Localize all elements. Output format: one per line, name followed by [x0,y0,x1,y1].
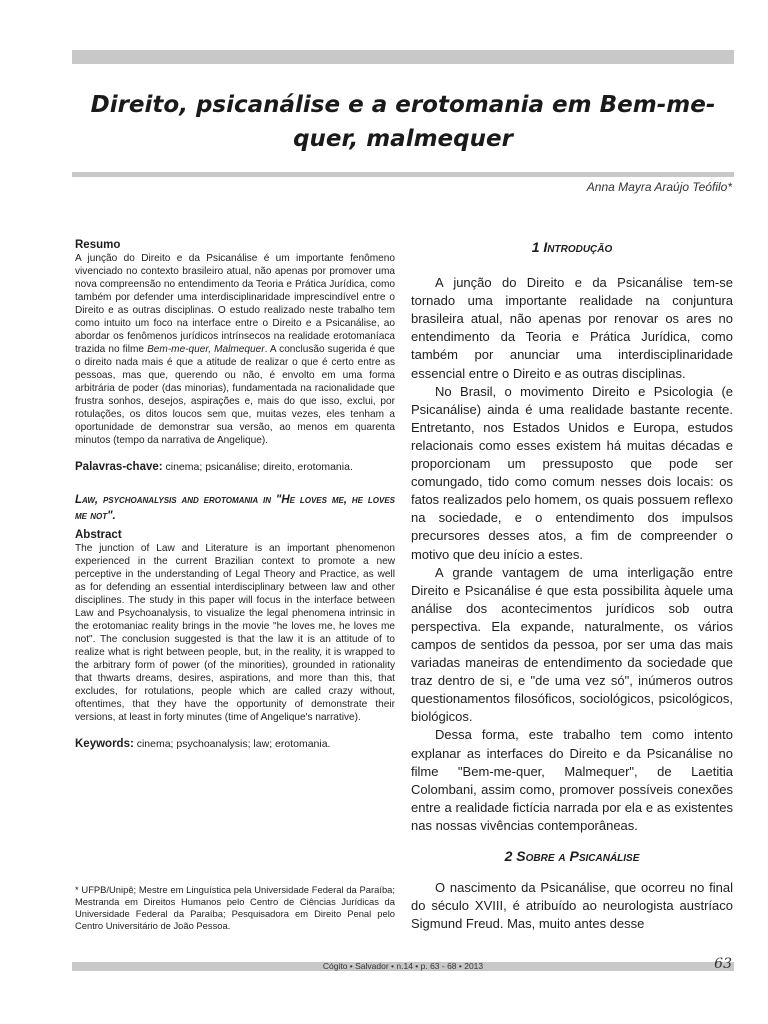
section-1-paragraph: A grande vantagem de uma interligação entre Direito e Psicanálise é que esta possibilita àquele uma análise dos acontecimentos jurídicos sob outra perspectiva. Ela expande, naturalmente, os vários campos de sentidos da pessoa, por ser uma das mais variadas maneiras de entendimento da sociedade que traz dentro de si, e "de uma vez só", inúmeros outros questionamentos filosóficos, sociológicos, psicológicos, biológicos. [411,564,733,725]
resumo-keywords [75,461,395,474]
abstract-keywords [75,738,395,751]
section-1-paragraph: A junção do Direito e da Psicanálise tem-se tornado uma importante realidade na conjuntura brasileira atual, não apenas por renovar os ares no entendimento da Teoria e Prática Jurídica, como também por anunciar uma interdisciplinaridade essencial entre o Direito e as outras disciplinas. [411,275,733,381]
title-rule [72,172,734,177]
abstract-text: The junction of Law and Literature is an important phenomenon experienced in the current Brazilian context to promote a new perceptive in the understanding of Legal Theory and Practice, as well as for defending an essential interdisciplinary between law and other disciplines. The study in this paper will focus in the interface between Law and Psychoanalysis, to visualize the legal phenomena intrinsic in the erotomaniac reality brings in the movie "he loves me, he loves me not". The conclusion suggested is that the law it is an attitude of to realize what is right between people, but, in the reality, it is wrapped to the arbitrary form of power (of the minorities), grounded in rationality that thwarts dreams, desires, aspirations, and more than this, that excludes, for rotulations, people which are called crazy without, oftentimes, that they have the opportunity of demonstrate their versions, at least in forty minutes (time of Angelique's narrative). [75,543,395,723]
article-title: Direito, psicanálise e a erotomania em Bem-me-quer, malmequer [90,92,716,152]
author-name: Anna Mayra Araújo Teófilo* [586,180,732,194]
page-number: 63 [714,956,732,972]
resumo-text-part-2: . A conclusão sugerida é que o direito nada mais é que a atitude de realizar o que é certo entre as pessoas, mas que, querendo ou não, é envolto em uma forma arbitrária de poder (das minorias), fundamentada na racionalidade que frustra sonhos, desejos, aspirações e, mais do que isso, exclui, por rotulações, os ditos loucos sem que, muitas vezes, eles tenham a oportunidade de demonstrar sua versão, ao menos em quarenta minutos (tempo da narrativa de Angelique). [75,344,395,446]
resumo-film-title: Bem-me-quer, Malmequer [147,344,265,355]
section-1-paragraph: No Brasil, o movimento Direito e Psicologia (e Psicanálise) ainda é uma realidade bastante recente. Entretanto, nos Estados Unidos e Europa, estudos relacionais como esses existem há muitas décadas e proporcionam um pressuposto que pode ser comungado, tido como comum nesses dois locais: os fatos realizados pelo homem, os quais possuem reflexo na sociedade, e o entendimento dos impulsos precursores desses atos, a fim de compreender o motivo que deu início a estes. [411,383,733,562]
section-1-paragraph: Dessa forma, este trabalho tem como intento explanar as interfaces do Direito e da Psicanálise no filme "Bem-me-quer, Malmequer", de Laetitia Colombani, assim como, promover possíveis conexões entre a realidade fictícia narrada por ela e as existentes nas nossas vivências contemporâneas. [411,727,733,833]
abstract-heading: Abstract [75,529,122,541]
english-title: Law, psychoanalysis and erotomania in "He loves me, he loves me not". [75,494,395,522]
resumo-text-part-1: A junção do Direito e da Psicanálise é um importante fenômeno vivenciado no contexto brasileiro atual, não apenas por promover uma nova compreensão no entendimento da Teoria e Prática Jurídica, como também por defender uma interdisciplinaridade imprescindível entre o Direito e as outras disciplinas. O estudo realizado neste trabalho tem como intuito um foco na interface entre o Direito e a Psicanálise, ao abordar os fenômenos jurídicos intrínsecos na realidade erotomaníaca trazida no filme [75,253,395,355]
section-1-heading: 1 Introdução [531,239,613,255]
resumo-keywords-list: cinema; psicanálise; direito, erotomania. [162,461,353,473]
section-2-paragraph: O nascimento da Psicanálise, que ocorreu no final do século XVIII, é atribuído ao neurologista austríaco Sigmund Freud. Mas, muito antes desse [411,880,733,932]
abstract-keywords-list: cinema; psychoanalysis; law; erotomania. [133,738,331,750]
abstract-column [75,238,395,751]
top-rule [72,50,734,64]
resumo-heading: Resumo [75,239,121,251]
body-column [411,238,733,933]
resumo-keywords-label: Palavras-chave: [75,461,163,473]
author-footnote: * UFPB/Unipê; Mestre em Linguística pela Universidade Federal da Paraíba; Mestranda em Direitos Humanos pelo Centro de Ciências Jurídicas da Universidade Federal da Paraíba; Pesquisadora em Direito Penal pelo Centro Universitário de João Pessoa. [75,884,395,931]
section-2-heading: 2 Sobre a Psicanálise [504,848,640,864]
journal-citation: Cógito • Salvador • n.14 • p. 63 - 68 • 2013 [322,961,484,971]
resumo-text [75,252,395,447]
abstract-keywords-label: Keywords: [75,738,134,750]
